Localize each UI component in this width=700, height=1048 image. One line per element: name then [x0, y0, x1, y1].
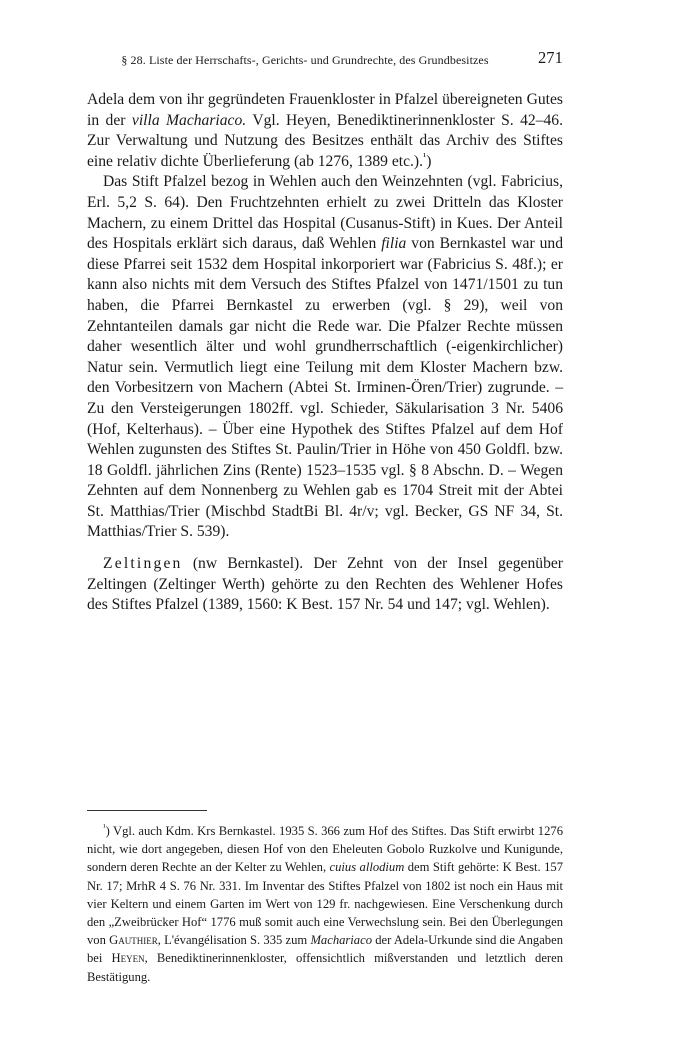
paragraph-zeltingen	[87, 554, 563, 616]
footnote-1	[87, 822, 563, 986]
page-number: 271	[537, 48, 563, 67]
footnote-marker: ¹	[423, 150, 427, 163]
place-heading: Zeltingen	[103, 555, 183, 573]
author-name: Gauthier	[109, 933, 158, 948]
text-run: Adela dem von ihr gegründeten Frauenkloster in Pfalzel übereigneten Gutes in der	[87, 91, 563, 129]
body-text	[87, 90, 563, 616]
text-run: dem Stift gehörte: K Best. 157 Nr. 17; MrhR 4 S. 76 Nr. 331. Im Inventar des Stiftes Pfalzel von 1802 ist noch ein Haus mit vier Keltern und einem Garten im Wert von 129 fr. nachgewiesen. Eine Verschenkung durch den „Zweibrücker Hof“ 1776 muß somit auch eine Verwechslung sein. Bei den Überlegungen von	[87, 860, 563, 948]
footnote-marker: ¹	[103, 821, 106, 832]
author-name: Heyen	[111, 951, 145, 966]
text-run: von Bernkastel war und diese Pfarrei seit 1532 dem Hospital inkorporiert war (Fabricius S. 48f.); er kann also nichts mit dem Versuch des Stiftes Pfalzel von 1471/1501 zu tun haben, die Pfarrei Bernkastel zu erwerben (vgl. § 29), weil von Zehntanteilen damals gar nicht die Rede war. Die Pfalzer Rechte müssen daher wesentlich älter und wohl grundherrschaftlich (-eigenkirchlicher) Natur sein. Vermutlich liegt eine Teilung mit dem Kloster Machern bzw. den Vorbesitzern von Machern (Abtei St. Irminen-Ören/Trier) zugrunde. – Zu den Versteigerungen 1802ff. vgl. Schieder, Säkularisation 3 Nr. 5406 (Hof, Kelterhaus). – Über eine Hypothek des Stiftes Pfalzel auf dem Hof Wehlen zugunsten des Stiftes St. Paulin/Trier in Höhe von 450 Goldfl. bzw. 18 Goldfl. jährlichen Zins (Rente) 1523–1535 vgl. § 8 Abschn. D. – Wegen Zehnten auf dem Nonnenberg zu Wehlen gab es 1704 Streit mit der Abtei St. Matthias/Trier (Mischbd StadtBi Bl. 4r/v; vgl. Becker, GS NF 34, St. Matthias/Trier S. 539).	[87, 235, 563, 541]
paragraph-weinzehnten	[87, 172, 563, 543]
paragraph-adela	[87, 90, 563, 172]
running-head	[87, 48, 563, 70]
footnote-rule	[87, 810, 207, 811]
italic-term: Machariaco	[310, 933, 372, 948]
text-run: )	[426, 152, 432, 170]
text-run: Vgl. Heyen, Benediktinerinnenkloster S. 42–46. Zur Verwaltung und Nutzung des Besitzes enthält das Archiv des Stiftes eine relativ dichte Überlieferung (ab 1276, 1389 etc.).	[87, 111, 563, 170]
text-run: , Benediktinerinnenkloster, offensichtlich mißverstanden und letztlich deren Bestätigung.	[87, 951, 563, 984]
text-run: , L'évangélisation S. 335 zum	[157, 933, 311, 948]
page	[87, 48, 563, 616]
running-head-title: § 28. Liste der Herrschafts-, Gerichts- und Grundrechte, des Grundbesitzes	[121, 53, 489, 67]
italic-term: villa Machariaco.	[131, 111, 247, 129]
text-run: der Adela-Urkunde sind die Angaben bei	[87, 933, 563, 966]
text-run: ) Vgl. auch Kdm. Krs Bernkastel. 1935 S. 366 zum Hof des Stiftes. Das Stift erwirbt 1276 nicht, wie dort angegeben, diesen Hof von den Eheleuten Gobolo Ruzkolve und Kunigunde, sondern deren Rechte an der Kelter zu Wehlen,	[87, 824, 563, 875]
italic-term: cuius allodium	[329, 860, 405, 875]
footnotes	[87, 822, 563, 986]
italic-term: filia	[381, 235, 407, 253]
text-run: (nw Bernkastel). Der Zehnt von der Insel gegenüber Zeltingen (Zeltinger Werth) gehörte zu den Rechten des Wehlener Hofes des Stiftes Pfalzel (1389, 1560: K Best. 157 Nr. 54 und 147; vgl. Wehlen).	[87, 555, 563, 614]
text-run: Das Stift Pfalzel bezog in Wehlen auch den Weinzehnten (vgl. Fabricius, Erl. 5,2 S. 64). Den Fruchtzehnten erhielt zu zwei Dritteln das Kloster Machern, zu einem Drittel das Hospital (Cusanus-Stift) in Kues. Der Anteil des Hospitals erklärt sich daraus, daß Wehlen	[87, 173, 563, 253]
